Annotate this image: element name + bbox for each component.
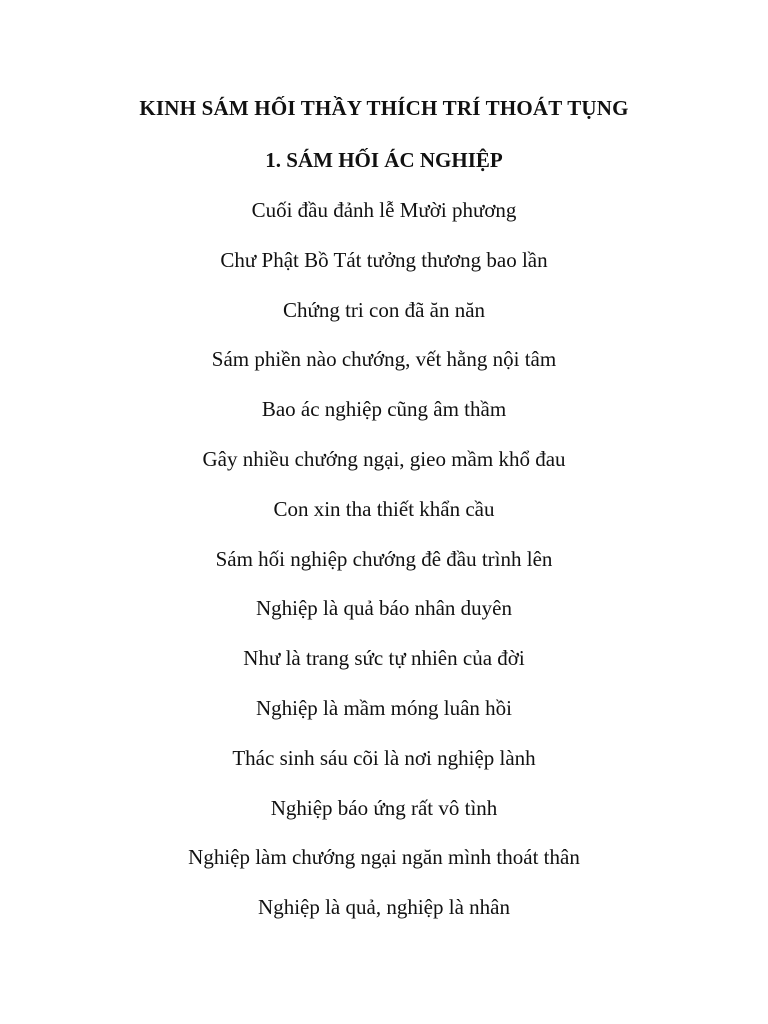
verse-list bbox=[0, 197, 768, 944]
verse-line: Bao ác nghiệp cũng âm thầm bbox=[261, 397, 507, 422]
verse-line: Sám hối nghiệp chướng đê đầu trình lên bbox=[215, 546, 553, 571]
verse-line: Như là trang sức tự nhiên của đời bbox=[243, 646, 525, 671]
section-heading: 1. SÁM HỐI ÁC NGHIỆP bbox=[265, 148, 503, 172]
verse-line: Nghiệp là quả báo nhân duyên bbox=[255, 596, 512, 621]
verse-line: Thác sinh sáu cõi là nơi nghiệp lành bbox=[232, 745, 536, 770]
verse-line: Nghiệp báo ứng rất vô tình bbox=[270, 795, 498, 820]
document-title: KINH SÁM HỐI THẦY THÍCH TRÍ THOÁT TỤNG bbox=[139, 96, 629, 120]
verse-line: Chư Phật Bồ Tát tưởng thương bao lần bbox=[220, 247, 548, 272]
verse-line: Gây nhiều chướng ngại, gieo mầm khổ đau bbox=[202, 446, 566, 471]
verse-line: Cuối đầu đảnh lễ Mười phương bbox=[251, 198, 517, 222]
verse-line: Chứng tri con đã ăn năn bbox=[282, 297, 486, 322]
verse-line: Con xin tha thiết khẩn cầu bbox=[273, 496, 495, 521]
verse-line: Nghiệp là quả, nghiệp là nhân bbox=[258, 895, 510, 920]
verse-line: Nghiệp làm chướng ngại ngăn mình thoát thân bbox=[188, 845, 580, 870]
verse-line: Nghiệp là mầm móng luân hồi bbox=[255, 695, 513, 720]
verse-line: Sám phiền nào chướng, vết hằng nội tâm bbox=[211, 347, 557, 372]
